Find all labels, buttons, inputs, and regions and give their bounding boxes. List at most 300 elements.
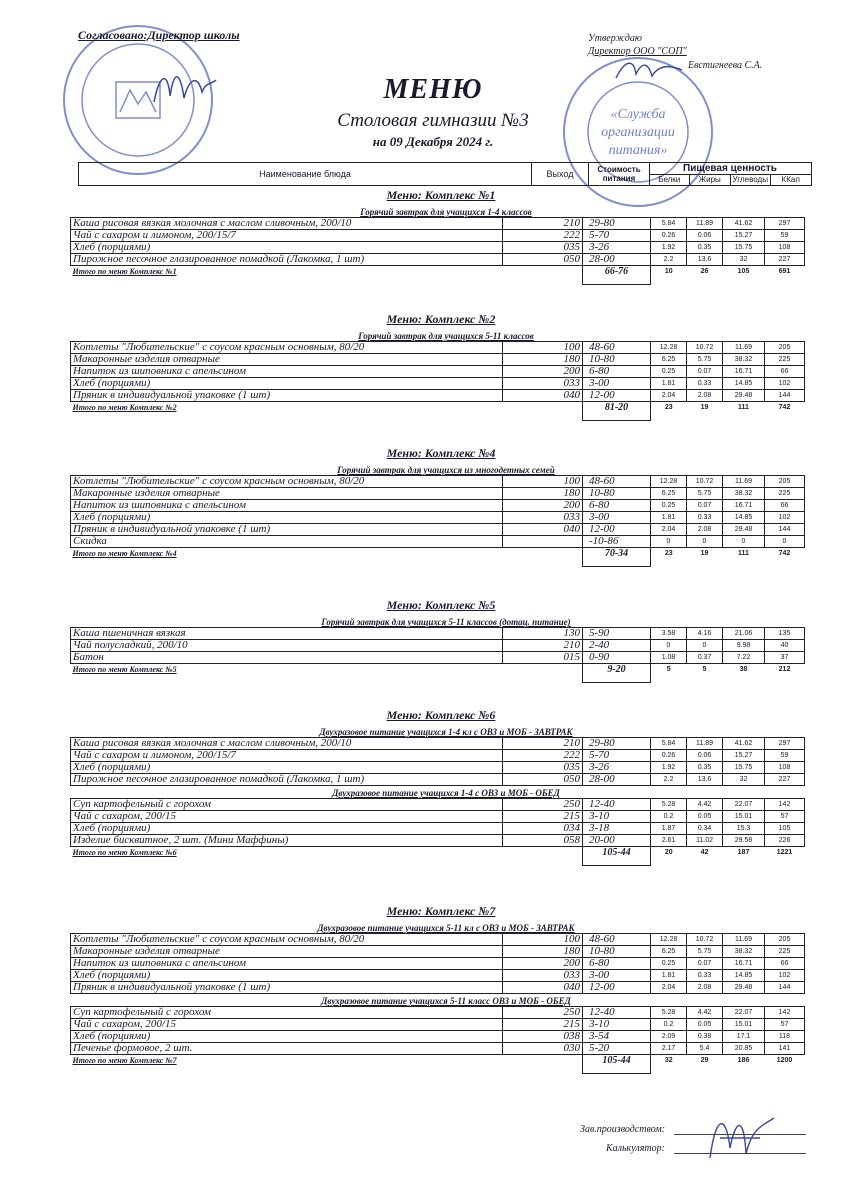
dish-carbs: 15.01 [723, 1019, 765, 1031]
dish-name: Напиток из шиповника с апельсином [71, 958, 503, 970]
dish-price: 28-00 [583, 774, 651, 786]
dish-proteins: 0.25 [651, 500, 687, 512]
dish-kcal: 102 [765, 970, 805, 982]
dish-price: 48-60 [583, 934, 651, 946]
dish-kcal: 37 [765, 652, 805, 664]
dish-kcal: 59 [765, 230, 805, 242]
menu-section [0, 312, 866, 421]
dish-carbs: 15.75 [723, 762, 765, 774]
dish-name: Напиток из шиповника с апельсином [71, 500, 503, 512]
dish-proteins: 0.26 [651, 750, 687, 762]
dish-fats: 13.6 [687, 254, 723, 266]
dish-fats: 4.16 [687, 628, 723, 640]
dish-kcal: 205 [765, 342, 805, 354]
group-subtitle: Двухразовое питание учащихся 1-4 кл с ОВЗ и МОБ - ЗАВТРАК [319, 727, 573, 737]
total-carbs: 186 [737, 1057, 750, 1064]
dish-carbs: 15.3 [723, 823, 765, 835]
page-subtitle: Столовая гимназии №3 [337, 110, 529, 131]
table-row [71, 823, 805, 835]
producer-label: Зав.производством: [580, 1124, 666, 1135]
dish-kcal: 142 [765, 1007, 805, 1019]
total-proteins: 20 [664, 849, 673, 856]
dish-proteins: 0.2 [651, 1019, 687, 1031]
dish-output: 033 [503, 970, 583, 982]
dish-output: 250 [503, 799, 583, 811]
total-fats: 42 [700, 849, 709, 856]
dish-carbs: 16.71 [723, 958, 765, 970]
dish-proteins: 1.81 [651, 970, 687, 982]
total-fats: 26 [700, 268, 709, 275]
dish-carbs: 15.27 [723, 750, 765, 762]
dish-name: Пирожное песочное глазированное помадкой (Лакомка, 1 шт) [71, 774, 503, 786]
table-row [71, 390, 805, 402]
dish-name: Каша рисовая вязкая молочная с маслом сливочным, 200/10 [71, 738, 503, 750]
dish-price: 5-70 [583, 750, 651, 762]
table-row [71, 970, 805, 982]
approve-block [588, 32, 687, 58]
total-carbs: 105 [737, 268, 750, 275]
dish-output: 130 [503, 628, 583, 640]
dish-price: 3-26 [583, 242, 651, 254]
dish-kcal: 59 [765, 750, 805, 762]
dish-fats: 0.35 [687, 762, 723, 774]
dish-output: 215 [503, 1019, 583, 1031]
dish-proteins: 0.26 [651, 230, 687, 242]
table-row [71, 488, 805, 500]
dish-carbs: 7.22 [723, 652, 765, 664]
dish-fats: 10.72 [687, 342, 723, 354]
approve-name: Евстигнеева С.А. [688, 60, 763, 71]
dish-proteins: 6.25 [651, 488, 687, 500]
group-subtitle: Двухразовое питание учащихся 5-11 класс ОВЗ и МОБ - ОБЕД [321, 996, 571, 1006]
calculator-line [674, 1153, 806, 1154]
dish-output: 200 [503, 958, 583, 970]
dish-output: 040 [503, 982, 583, 994]
dish-name: Пряник в индивидуальной упаковке (1 шт) [71, 390, 503, 402]
dish-name: Пирожное песочное глазированное помадкой (Лакомка, 1 шт) [71, 254, 503, 266]
dish-carbs: 32 [723, 254, 765, 266]
col-output-header: Выход [532, 163, 589, 185]
dish-price: 48-60 [583, 476, 651, 488]
dish-output: 100 [503, 934, 583, 946]
dish-proteins: 1.81 [651, 512, 687, 524]
dish-proteins: 12.28 [651, 934, 687, 946]
dish-kcal: 205 [765, 934, 805, 946]
dish-carbs: 38.32 [723, 354, 765, 366]
table-row [71, 1007, 805, 1019]
table-row [71, 378, 805, 390]
dish-output: 222 [503, 750, 583, 762]
dish-carbs: 29.48 [723, 982, 765, 994]
dish-price: 3-54 [583, 1031, 651, 1043]
dish-price: 3-00 [583, 970, 651, 982]
table-row [71, 476, 805, 488]
dish-output: 033 [503, 378, 583, 390]
dish-fats: 5.75 [687, 946, 723, 958]
table-row [71, 230, 805, 242]
dish-carbs: 16.71 [723, 500, 765, 512]
dish-name: Хлеб (порциями) [71, 512, 503, 524]
table-row [71, 1031, 805, 1043]
dish-output: 040 [503, 390, 583, 402]
dish-name: Макаронные изделия отварные [71, 354, 503, 366]
table-row [71, 835, 805, 847]
dish-price: 48-60 [583, 342, 651, 354]
dish-price: 5-20 [583, 1043, 651, 1055]
dish-kcal: 142 [765, 799, 805, 811]
dish-price: 5-70 [583, 230, 651, 242]
dish-proteins: 5.84 [651, 738, 687, 750]
dish-kcal: 57 [765, 811, 805, 823]
dish-output: 034 [503, 823, 583, 835]
producer-line [674, 1134, 806, 1135]
dish-price: 5-90 [583, 628, 651, 640]
table-row [71, 750, 805, 762]
table-row [71, 524, 805, 536]
dish-carbs: 14.85 [723, 512, 765, 524]
dish-kcal: 108 [765, 762, 805, 774]
dish-carbs: 11.69 [723, 476, 765, 488]
dish-proteins: 2.04 [651, 390, 687, 402]
dish-output: 222 [503, 230, 583, 242]
col-fats-header: Жиры [690, 175, 731, 185]
dish-name: Чай с сахаром и лимоном, 200/15/7 [71, 750, 503, 762]
total-carbs: 111 [738, 404, 749, 411]
stamp-text-2: организации [601, 125, 675, 140]
dish-carbs: 15.01 [723, 811, 765, 823]
dish-output: 030 [503, 1043, 583, 1055]
total-kcal: 742 [778, 550, 791, 557]
total-price: 105-44 [583, 847, 651, 866]
dish-output: 180 [503, 354, 583, 366]
dish-carbs: 17.1 [723, 1031, 765, 1043]
section-title: Меню: Комплекс №5 [386, 598, 496, 612]
dish-fats: 0 [687, 536, 723, 548]
dish-proteins: 12.28 [651, 342, 687, 354]
dish-name: Хлеб (порциями) [71, 1031, 503, 1043]
calculator-label: Калькулятор: [606, 1143, 665, 1154]
total-label: Итого по меню Комплекс №1 [72, 267, 177, 276]
dish-price: 12-00 [583, 524, 651, 536]
dish-price: 29-80 [583, 738, 651, 750]
dish-kcal: 102 [765, 378, 805, 390]
dish-proteins: 6.25 [651, 354, 687, 366]
dish-output: 210 [503, 640, 583, 652]
total-proteins: 10 [664, 268, 673, 275]
dish-output: 035 [503, 242, 583, 254]
section-title: Меню: Комплекс №1 [386, 188, 496, 202]
dish-output: 100 [503, 342, 583, 354]
dish-proteins: 0 [651, 536, 687, 548]
dish-proteins: 1.87 [651, 823, 687, 835]
dish-fats: 5.4 [687, 1043, 723, 1055]
dish-fats: 11.02 [687, 835, 723, 847]
dish-proteins: 1.81 [651, 378, 687, 390]
dish-kcal: 57 [765, 1019, 805, 1031]
dish-name: Чай с сахаром, 200/15 [71, 1019, 503, 1031]
table-row [71, 958, 805, 970]
dish-kcal: 40 [765, 640, 805, 652]
dish-proteins: 2.2 [651, 254, 687, 266]
section-title: Меню: Комплекс №4 [386, 446, 496, 460]
dish-proteins: 12.28 [651, 476, 687, 488]
dish-output [503, 536, 583, 548]
dish-output: 200 [503, 366, 583, 378]
dish-carbs: 29.58 [723, 835, 765, 847]
dish-price: 2-40 [583, 640, 651, 652]
dish-price: 6-80 [583, 958, 651, 970]
menu-section [0, 446, 866, 567]
dish-fats: 0.06 [687, 230, 723, 242]
dish-price: -10-86 [583, 536, 651, 548]
table-row [71, 1043, 805, 1055]
table-row [71, 799, 805, 811]
total-fats: 5 [702, 666, 707, 673]
dish-name: Пряник в индивидуальной упаковке (1 шт) [71, 982, 503, 994]
dish-fats: 11.89 [687, 738, 723, 750]
col-price-header: Стоимость питания [589, 163, 650, 185]
total-price: 105-44 [583, 1055, 651, 1074]
col-name-header: Наименование блюда [79, 163, 532, 185]
dish-fats: 0.33 [687, 378, 723, 390]
total-row [71, 664, 805, 683]
table-row [71, 218, 805, 230]
menu-table [70, 627, 805, 683]
section-title: Меню: Комплекс №2 [386, 312, 496, 326]
menu-table [70, 798, 805, 866]
dish-carbs: 15.27 [723, 230, 765, 242]
dish-kcal: 118 [765, 1031, 805, 1043]
dish-fats: 0.05 [687, 811, 723, 823]
dish-proteins: 2.04 [651, 524, 687, 536]
total-carbs: 187 [737, 849, 750, 856]
dish-fats: 2.08 [687, 982, 723, 994]
dish-name: Скидка [71, 536, 503, 548]
approved-by-label: Согласовано:Директор школы [78, 28, 240, 42]
dish-fats: 0.33 [687, 512, 723, 524]
dish-fats: 0.06 [687, 750, 723, 762]
dish-price: 12-40 [583, 1007, 651, 1019]
total-price: 81-20 [583, 402, 651, 421]
dish-price: 20-00 [583, 835, 651, 847]
table-row [71, 628, 805, 640]
menu-table [70, 475, 805, 567]
table-row [71, 774, 805, 786]
dish-name: Напиток из шиповника с апельсином [71, 366, 503, 378]
dish-proteins: 2.17 [651, 1043, 687, 1055]
dish-carbs: 9.98 [723, 640, 765, 652]
total-row [71, 1055, 805, 1074]
dish-kcal: 0 [765, 536, 805, 548]
dish-proteins: 2.2 [651, 774, 687, 786]
total-proteins: 5 [666, 666, 671, 673]
dish-kcal: 144 [765, 390, 805, 402]
dish-carbs: 32 [723, 774, 765, 786]
dish-proteins: 5.84 [651, 218, 687, 230]
dish-carbs: 41.62 [723, 218, 765, 230]
dish-kcal: 297 [765, 738, 805, 750]
dish-carbs: 15.75 [723, 242, 765, 254]
menu-section [0, 188, 866, 285]
dish-name: Котлеты "Любительские" с соусом красным основным, 80/20 [71, 476, 503, 488]
dish-kcal: 66 [765, 366, 805, 378]
total-label: Итого по меню Комплекс №5 [72, 665, 177, 674]
total-fats: 19 [700, 404, 709, 411]
table-row [71, 946, 805, 958]
total-label: Итого по меню Комплекс №4 [72, 549, 177, 558]
dish-carbs: 11.69 [723, 342, 765, 354]
dish-price: 29-80 [583, 218, 651, 230]
section-title: Меню: Комплекс №7 [386, 904, 496, 918]
menu-table [70, 341, 805, 421]
dish-kcal: 226 [765, 835, 805, 847]
col-carbs-header: Углеводы [731, 175, 772, 185]
stamp-text-3: питания» [608, 143, 668, 158]
total-kcal: 691 [778, 268, 791, 275]
dish-carbs: 14.85 [723, 970, 765, 982]
dish-output: 180 [503, 946, 583, 958]
dish-kcal: 225 [765, 946, 805, 958]
total-kcal: 1200 [776, 1057, 793, 1064]
table-row [71, 342, 805, 354]
dish-name: Каша пшеничная вязкая [71, 628, 503, 640]
dish-name: Хлеб (порциями) [71, 378, 503, 390]
dish-carbs: 22.07 [723, 799, 765, 811]
dish-name: Макаронные изделия отварные [71, 488, 503, 500]
dish-fats: 2.08 [687, 390, 723, 402]
dish-output: 250 [503, 1007, 583, 1019]
table-row [71, 366, 805, 378]
dish-proteins: 3.58 [651, 628, 687, 640]
dish-price: 3-26 [583, 762, 651, 774]
total-proteins: 23 [664, 404, 673, 411]
menu-section [0, 904, 866, 1074]
group-subtitle: Горячий завтрак для учащихся 5-11 классов [358, 331, 534, 341]
table-row [71, 640, 805, 652]
dish-fats: 0.07 [687, 958, 723, 970]
dish-price: 0-90 [583, 652, 651, 664]
dish-proteins: 2.04 [651, 982, 687, 994]
dish-fats: 2.08 [687, 524, 723, 536]
menu-section [0, 598, 866, 683]
table-header [78, 162, 812, 186]
total-kcal: 212 [778, 666, 791, 673]
total-label: Итого по меню Комплекс №6 [72, 848, 177, 857]
dish-kcal: 66 [765, 958, 805, 970]
dish-carbs: 21.06 [723, 628, 765, 640]
nutrition-header-title: Пищевая ценность [650, 163, 812, 175]
dish-proteins: 0.25 [651, 958, 687, 970]
dish-carbs: 29.48 [723, 524, 765, 536]
total-fats: 19 [700, 550, 709, 557]
approve-word: Утверждаю [588, 33, 642, 44]
dish-proteins: 1.92 [651, 242, 687, 254]
col-proteins-header: Белки [650, 175, 691, 185]
dish-name: Чай с сахаром и лимоном, 200/15/7 [71, 230, 503, 242]
dish-proteins: 1.08 [651, 652, 687, 664]
dish-kcal: 66 [765, 500, 805, 512]
approve-role: Директор ООО "СОП" [588, 46, 687, 57]
col-kcal-header: ККал [781, 175, 800, 184]
total-price: 70-34 [583, 548, 651, 567]
dish-proteins: 2.09 [651, 1031, 687, 1043]
table-row [71, 254, 805, 266]
total-label: Итого по меню Комплекс №7 [72, 1056, 177, 1065]
dish-kcal: 141 [765, 1043, 805, 1055]
table-row [71, 500, 805, 512]
dish-output: 200 [503, 500, 583, 512]
dish-proteins: 1.92 [651, 762, 687, 774]
dish-name: Хлеб (порциями) [71, 762, 503, 774]
dish-carbs: 29.48 [723, 390, 765, 402]
dish-name: Чай полусладкий, 200/10 [71, 640, 503, 652]
dish-output: 040 [503, 524, 583, 536]
dish-name: Чай с сахаром, 200/15 [71, 811, 503, 823]
dish-fats: 0.33 [687, 970, 723, 982]
dish-carbs: 14.85 [723, 378, 765, 390]
dish-price: 10-80 [583, 946, 651, 958]
dish-name: Батон [71, 652, 503, 664]
table-row [71, 536, 805, 548]
dish-price: 3-00 [583, 378, 651, 390]
table-row [71, 1019, 805, 1031]
menu-table [70, 217, 805, 285]
dish-name: Хлеб (порциями) [71, 970, 503, 982]
total-proteins: 23 [664, 550, 673, 557]
dish-fats: 0.07 [687, 366, 723, 378]
dish-kcal: 225 [765, 488, 805, 500]
stamp-text-1: «Служба [610, 107, 666, 122]
dish-kcal: 135 [765, 628, 805, 640]
dish-price: 3-18 [583, 823, 651, 835]
dish-output: 210 [503, 218, 583, 230]
dish-name: Котлеты "Любительские" с соусом красным основным, 80/20 [71, 342, 503, 354]
dish-proteins: 6.25 [651, 946, 687, 958]
dish-proteins: 0 [651, 640, 687, 652]
dish-fats: 13.6 [687, 774, 723, 786]
total-kcal: 742 [778, 404, 791, 411]
dish-output: 058 [503, 835, 583, 847]
dish-name: Котлеты "Любительские" с соусом красным основным, 80/20 [71, 934, 503, 946]
table-row [71, 738, 805, 750]
dish-price: 3-00 [583, 512, 651, 524]
dish-name: Хлеб (порциями) [71, 823, 503, 835]
dish-output: 038 [503, 1031, 583, 1043]
dish-kcal: 227 [765, 774, 805, 786]
table-row [71, 652, 805, 664]
total-kcal: 1221 [776, 849, 793, 856]
dish-kcal: 225 [765, 354, 805, 366]
dish-price: 3-10 [583, 1019, 651, 1031]
dish-carbs: 41.62 [723, 738, 765, 750]
dish-output: 015 [503, 652, 583, 664]
dish-price: 10-80 [583, 354, 651, 366]
section-title: Меню: Комплекс №6 [386, 708, 496, 722]
dish-price: 12-40 [583, 799, 651, 811]
table-row [71, 934, 805, 946]
dish-kcal: 144 [765, 982, 805, 994]
dish-output: 215 [503, 811, 583, 823]
menu-table [70, 1006, 805, 1074]
dish-proteins: 0.2 [651, 811, 687, 823]
total-price: 9-20 [583, 664, 651, 683]
table-row [71, 354, 805, 366]
dish-name: Хлеб (порциями) [71, 242, 503, 254]
dish-carbs: 11.69 [723, 934, 765, 946]
dish-price: 3-10 [583, 811, 651, 823]
dish-price: 6-80 [583, 500, 651, 512]
page-title: МЕНЮ [383, 74, 483, 105]
